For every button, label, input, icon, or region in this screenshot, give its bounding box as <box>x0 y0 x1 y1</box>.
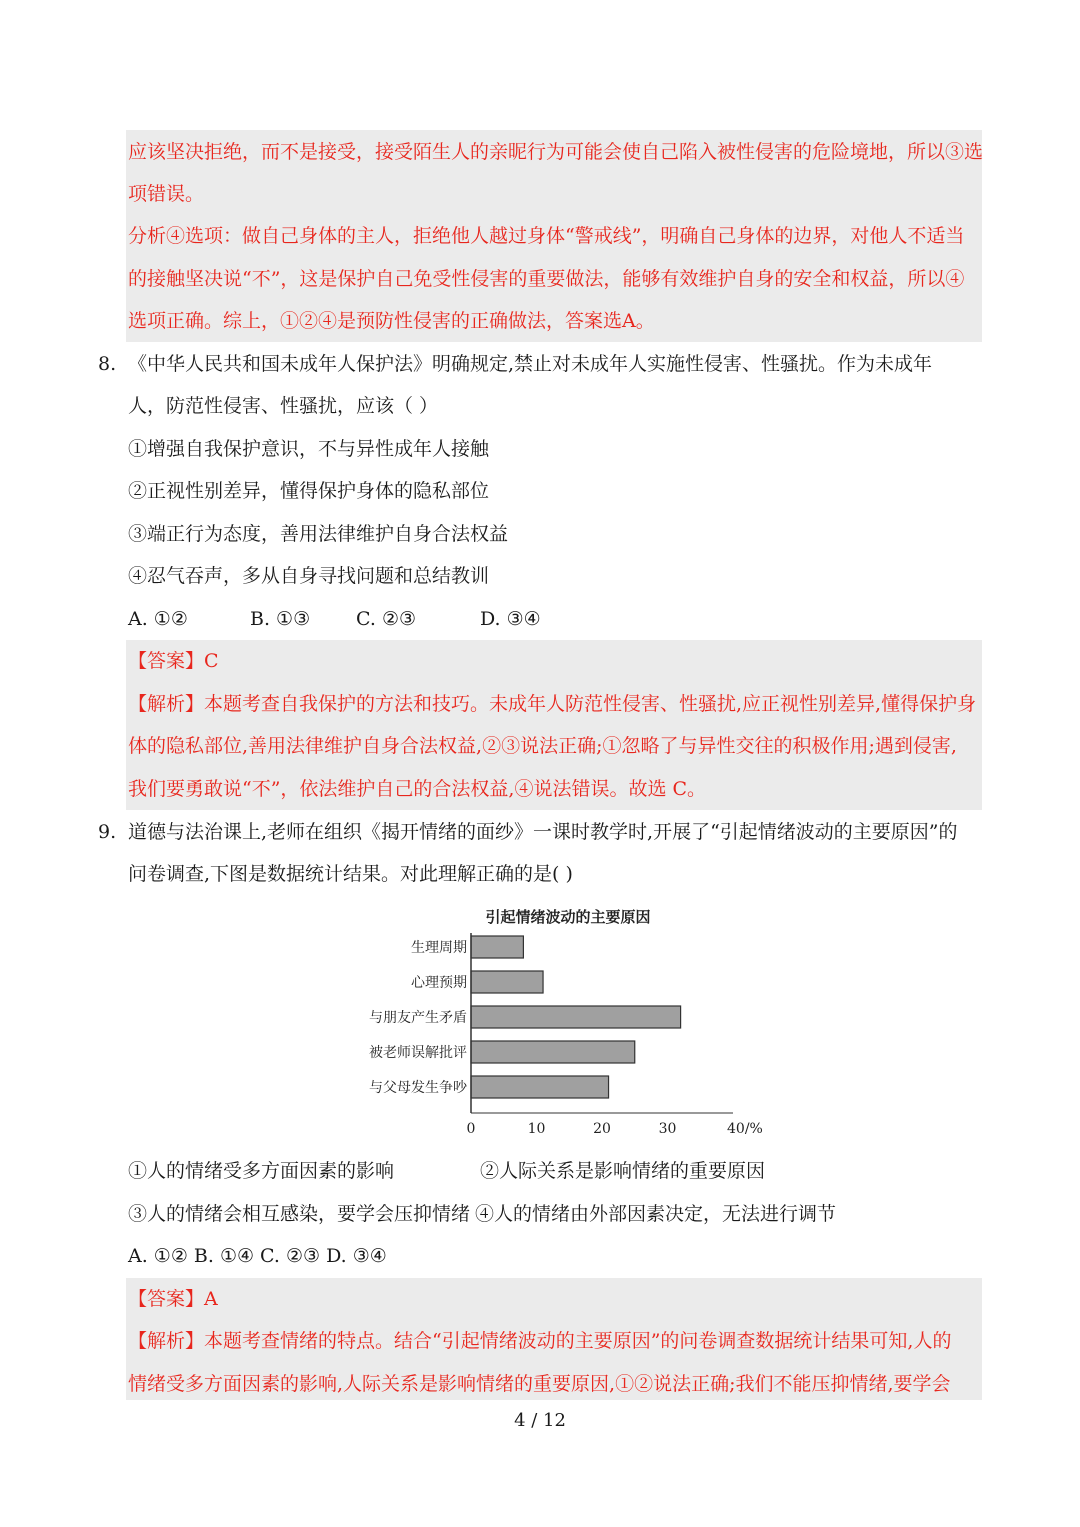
q8-analysis-line: 【解析】本题考查自我保护的方法和技巧。未成年人防范性侵害、性骚扰,应正视性别差异,懂得保护身 <box>128 693 977 715</box>
chart-x-tick-label: 0 <box>466 1121 476 1137</box>
q8-number: 8. <box>98 353 117 375</box>
q8-statement: ①增强自我保护意识，不与异性成年人接触 <box>128 438 490 460</box>
q9-statement: ①人的情绪受多方面因素的影响 <box>128 1160 395 1182</box>
prev-analysis-line: 选项正确。综上，①②④是预防性侵害的正确做法，答案选A。 <box>128 310 655 332</box>
q8-option-c: C. ②③ <box>356 608 417 630</box>
q8-statement: ③端正行为态度，善用法律维护自身合法权益 <box>128 523 509 545</box>
page-number: 4 / 12 <box>514 1410 566 1431</box>
q9-number: 9. <box>98 821 117 843</box>
q9-answer: 【答案】A <box>128 1288 218 1310</box>
chart-x-tick-label: 10 <box>527 1121 546 1137</box>
chart-bar <box>471 936 523 958</box>
q9-statement: ③人的情绪会相互感染，要学会压抑情绪 <box>128 1203 471 1225</box>
prev-analysis-line: 分析④选项：做自己身体的主人，拒绝他人越过身体“警戒线”，明确自己身体的边界，对他人不适当 <box>128 225 965 247</box>
prev-analysis-line: 的接触坚决说“不”，这是保护自己免受性侵害的重要做法，能够有效维护自身的安全和权益，所以④ <box>128 268 965 290</box>
q8-option-a: A. ①② <box>128 608 188 630</box>
q9-stem-line: 问卷调查,下图是数据统计结果。对此理解正确的是( ) <box>128 863 573 885</box>
q9-statement: ④人的情绪由外部因素决定，无法进行调节 <box>475 1203 837 1225</box>
chart-category-label: 被老师误解批评 <box>369 1045 467 1061</box>
q8-stem-line: 《中华人民共和国未成年人保护法》明确规定,禁止对未成年人实施性侵害、性骚扰。作为未成年 <box>128 353 933 375</box>
q9-analysis-line: 【解析】本题考查情绪的特点。结合“引起情绪波动的主要原因”的问卷调查数据统计结果可知,人的 <box>128 1330 952 1352</box>
chart-bar <box>471 1076 609 1098</box>
q8-stem-line: 人，防范性侵害、性骚扰，应该（ ） <box>128 395 439 417</box>
q9-analysis-line: 情绪受多方面因素的影响,人际关系是影响情绪的重要原因,①②说法正确;我们不能压抑情绪,要学会 <box>128 1373 951 1395</box>
chart-x-tick-label: 20 <box>593 1121 611 1137</box>
q8-statement: ②正视性别差异，懂得保护身体的隐私部位 <box>128 480 490 502</box>
emotion-causes-chart <box>338 898 763 1143</box>
chart-bar <box>471 1041 635 1063</box>
q9-options: A. ①② B. ①④ C. ②③ D. ③④ <box>128 1245 387 1267</box>
chart-title: 引起情绪波动的主要原因 <box>485 908 651 926</box>
chart-bar <box>471 1006 681 1028</box>
chart-x-tick-label: 40/% <box>727 1121 763 1137</box>
q8-statement: ④忍气吞声，多从自身寻找问题和总结教训 <box>128 565 490 587</box>
q8-analysis-line: 体的隐私部位,善用法律维护自身合法权益,②③说法正确;①忽略了与异性交往的积极作用;遇到侵害, <box>128 735 957 757</box>
q8-analysis-line: 我们要勇敢说“不”，依法维护自己的合法权益,④说法错误。故选 C。 <box>128 778 707 800</box>
prev-analysis-line: 项错误。 <box>128 183 205 205</box>
q8-answer: 【答案】C <box>128 650 219 672</box>
chart-category-label: 心理预期 <box>411 975 467 991</box>
chart-category-label: 与父母发生争吵 <box>369 1080 467 1096</box>
prev-analysis-line: 应该坚决拒绝，而不是接受，接受陌生人的亲昵行为可能会使自己陷入被性侵害的危险境地，所以③选 <box>128 141 984 163</box>
q9-statement: ②人际关系是影响情绪的重要原因 <box>480 1160 766 1182</box>
chart-bar <box>471 971 543 993</box>
q8-option-d: D. ③④ <box>480 608 541 630</box>
q8-option-b: B. ①③ <box>250 608 311 630</box>
chart-x-tick-label: 30 <box>658 1121 677 1137</box>
chart-category-label: 生理周期 <box>411 940 467 956</box>
chart-category-label: 与朋友产生矛盾 <box>369 1010 467 1026</box>
q9-stem-line: 道德与法治课上,老师在组织《揭开情绪的面纱》一课时教学时,开展了“引起情绪波动的主要原因”的 <box>128 821 958 843</box>
